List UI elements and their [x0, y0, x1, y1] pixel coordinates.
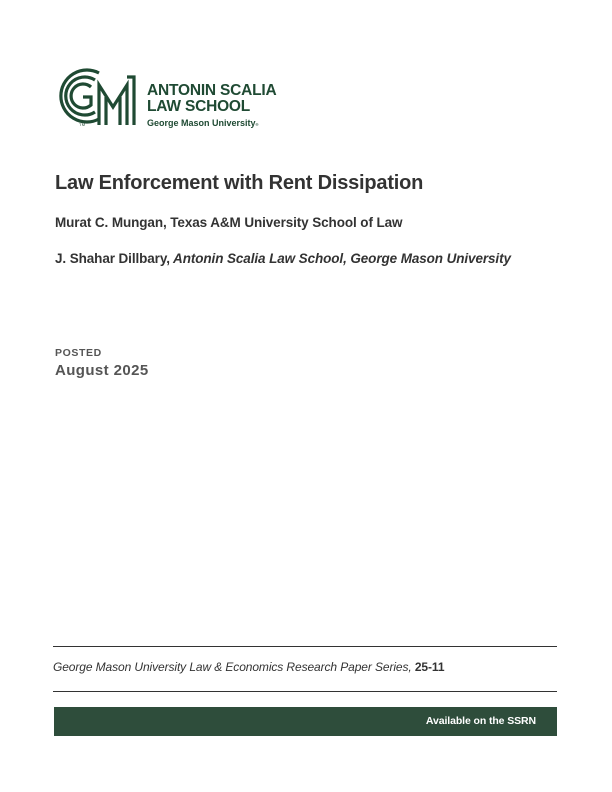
divider	[53, 691, 557, 692]
logo-name-line1: ANTONIN SCALIA	[147, 82, 277, 99]
divider	[53, 646, 557, 647]
author-line	[55, 251, 511, 266]
registered-symbol: ®	[255, 122, 259, 127]
author-name: Murat C. Mungan,	[55, 215, 167, 230]
gmu-monogram-icon	[55, 63, 139, 129]
logo-university-text: George Mason University	[147, 118, 256, 128]
paper-title: Law Enforcement with Rent Dissipation	[55, 172, 424, 194]
author-name: J. Shahar Dillbary,	[55, 251, 170, 266]
trademark-symbol: TM	[79, 122, 86, 127]
author-line	[55, 215, 402, 230]
series-name: George Mason University Law & Economics Research Paper Series,	[53, 660, 415, 674]
logo-name-line2: LAW SCHOOL	[147, 98, 251, 115]
posted-label: POSTED	[55, 347, 102, 359]
posted-date: August 2025	[55, 362, 149, 379]
author-affiliation: Antonin Scalia Law School, George Mason University	[169, 251, 511, 266]
series-number: 25-11	[414, 660, 445, 674]
ssrn-availability-label: Available on the SSRN	[425, 715, 536, 727]
ssrn-banner	[54, 707, 557, 736]
law-school-logo	[55, 63, 285, 131]
logo-university	[147, 118, 259, 128]
series-citation	[53, 660, 444, 674]
author-affiliation: Texas A&M University School of Law	[166, 215, 403, 230]
